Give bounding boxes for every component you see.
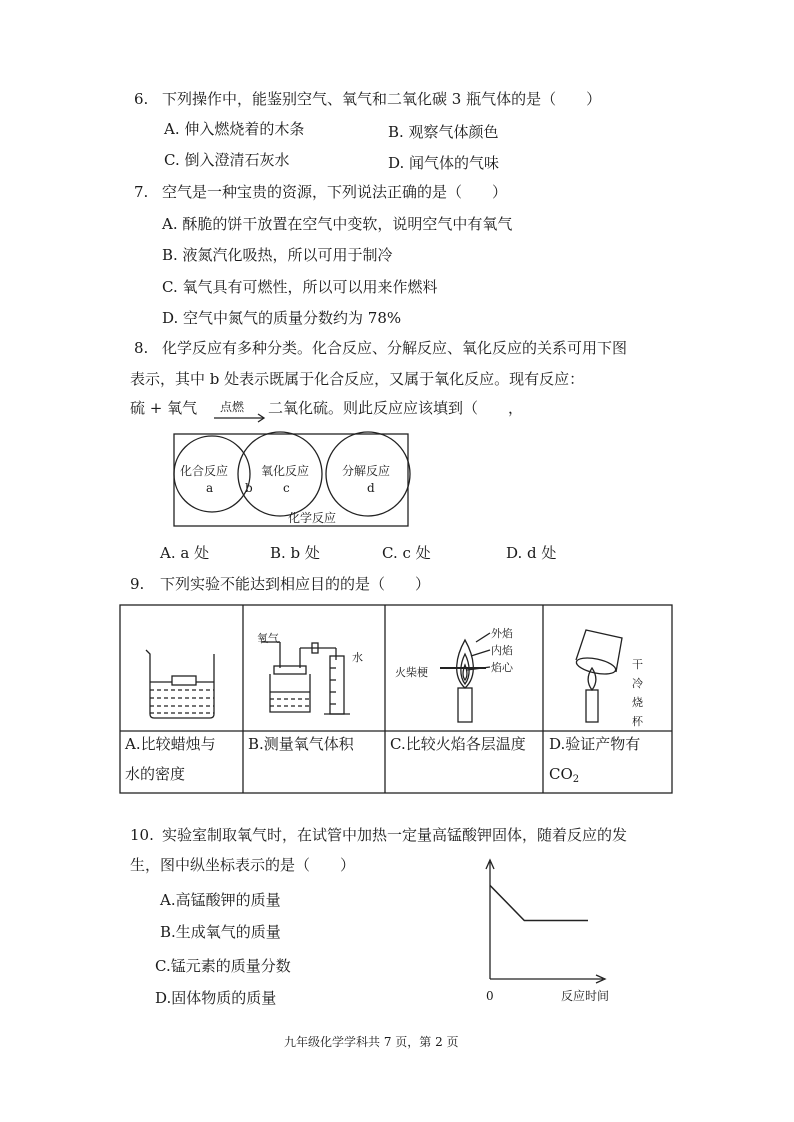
q8-circle1-label: 化合反应 (180, 464, 229, 478)
q9-option-b: B.测量氧气体积 (248, 735, 354, 753)
q8-option-b: B. b 处 (270, 544, 320, 562)
q7-option-d: D. 空气中氮气的质量分数约为 78% (162, 309, 402, 327)
q10-option-b: B.生成氧气的质量 (160, 923, 281, 941)
q9-stem: 下列实验不能达到相应目的的是（ ） (160, 575, 431, 593)
q9-option-d-line2: $CO_2$ (549, 765, 580, 785)
q8-circle3-letter: d (367, 481, 375, 495)
q7-option-c: C. 氧气具有可燃性，所以可以用来作燃料 (162, 278, 438, 296)
q6-number: 6. (134, 90, 149, 108)
q6-option-c: C. 倒入澄清石灰水 (164, 151, 290, 169)
q9-label-water: 水 (352, 651, 363, 664)
q10-stem-line2: 生，图中纵坐标表示的是（ ） (130, 856, 356, 874)
q9-option-a-line2: 水的密度 (125, 765, 186, 783)
q8-outer-label: 化学反应 (288, 511, 337, 525)
q10-number: 10. (130, 826, 154, 844)
q7-number: 7. (134, 183, 149, 201)
q8-circle2-letter: c (283, 481, 290, 495)
q9-label-flame-core: 焰心 (491, 661, 513, 674)
q9-option-c: C.比较火焰各层温度 (390, 735, 526, 753)
q8-circle-decomposition (326, 432, 410, 516)
q9-table (120, 605, 672, 793)
q8-option-d: D. d 处 (506, 544, 557, 562)
q8-overlap-letter: b (245, 481, 253, 495)
page-footer: 九年级化学学科共 7 页，第 2 页 (284, 1035, 459, 1049)
q10-graph-xlabel: 反应时间 (561, 989, 610, 1003)
q9-label-oxygen: 氧气 (257, 632, 279, 645)
q10-graph-line (490, 885, 588, 920)
q9-number: 9. (130, 575, 145, 593)
q7-option-b: B. 液氮汽化吸热，所以可用于制冷 (162, 246, 393, 264)
q9-label-inner-flame: 内焰 (491, 644, 513, 657)
q6-stem: 下列操作中，能鉴别空气、氧气和二氧化碳 3 瓶气体的是（ ） (162, 90, 602, 108)
q9-c-candle (440, 633, 490, 722)
q9-d-beaker-candle (575, 630, 622, 722)
q9-label-matchstick: 火柴梗 (395, 666, 428, 679)
q8-equation-left: 硫 + 氧气 (130, 399, 198, 417)
q10-graph-origin: 0 (486, 989, 494, 1003)
q10-option-a: A.高锰酸钾的质量 (160, 891, 281, 909)
q8-option-a: A. a 处 (160, 544, 210, 562)
q10-option-c: C.锰元素的质量分数 (155, 957, 291, 975)
q9-a-beaker (146, 650, 214, 718)
q10-option-d: D.固体物质的质量 (155, 989, 277, 1007)
q7-stem: 空气是一种宝贵的资源，下列说法正确的是（ ） (162, 183, 508, 201)
q10-stem-line1: 实验室制取氧气时，在试管中加热一定量高锰酸钾固体，随着反应的发 (162, 826, 628, 844)
q7-option-a: A. 酥脆的饼干放置在空气中变软，说明空气中有氧气 (162, 215, 513, 233)
q6-option-a: A. 伸入燃烧着的木条 (164, 120, 305, 138)
q9-option-a-line1: A.比较蜡烛与 (125, 735, 216, 753)
q8-equation-right: 二氧化硫。则此反应应该填到（ ， (268, 399, 524, 417)
q8-option-c: C. c 处 (382, 544, 431, 562)
q8-circle3-label: 分解反应 (342, 464, 391, 478)
q8-number: 8. (134, 339, 149, 357)
q6-option-d: D. 闻气体的气味 (388, 154, 500, 172)
q9-label-outer-flame: 外焰 (491, 627, 513, 640)
q9-option-d-line1: D.验证产物有 (549, 735, 641, 753)
q8-circle1-letter: a (206, 481, 214, 495)
q6-option-b: B. 观察气体颜色 (388, 123, 499, 141)
q9-b-apparatus (262, 642, 350, 714)
q8-stem-line2: 表示，其中 b 处表示既属于化合反应，又属于氧化反应。现有反应： (130, 370, 585, 388)
q9-label-dry-cold-beaker: 干冷烧杯 (632, 658, 643, 728)
q8-circle2-label: 氧化反应 (261, 464, 310, 478)
q8-stem-line1: 化学反应有多种分类。化合反应、分解反应、氧化反应的关系可用下图 (162, 339, 628, 357)
q8-equation-condition: 点燃 (220, 400, 245, 414)
